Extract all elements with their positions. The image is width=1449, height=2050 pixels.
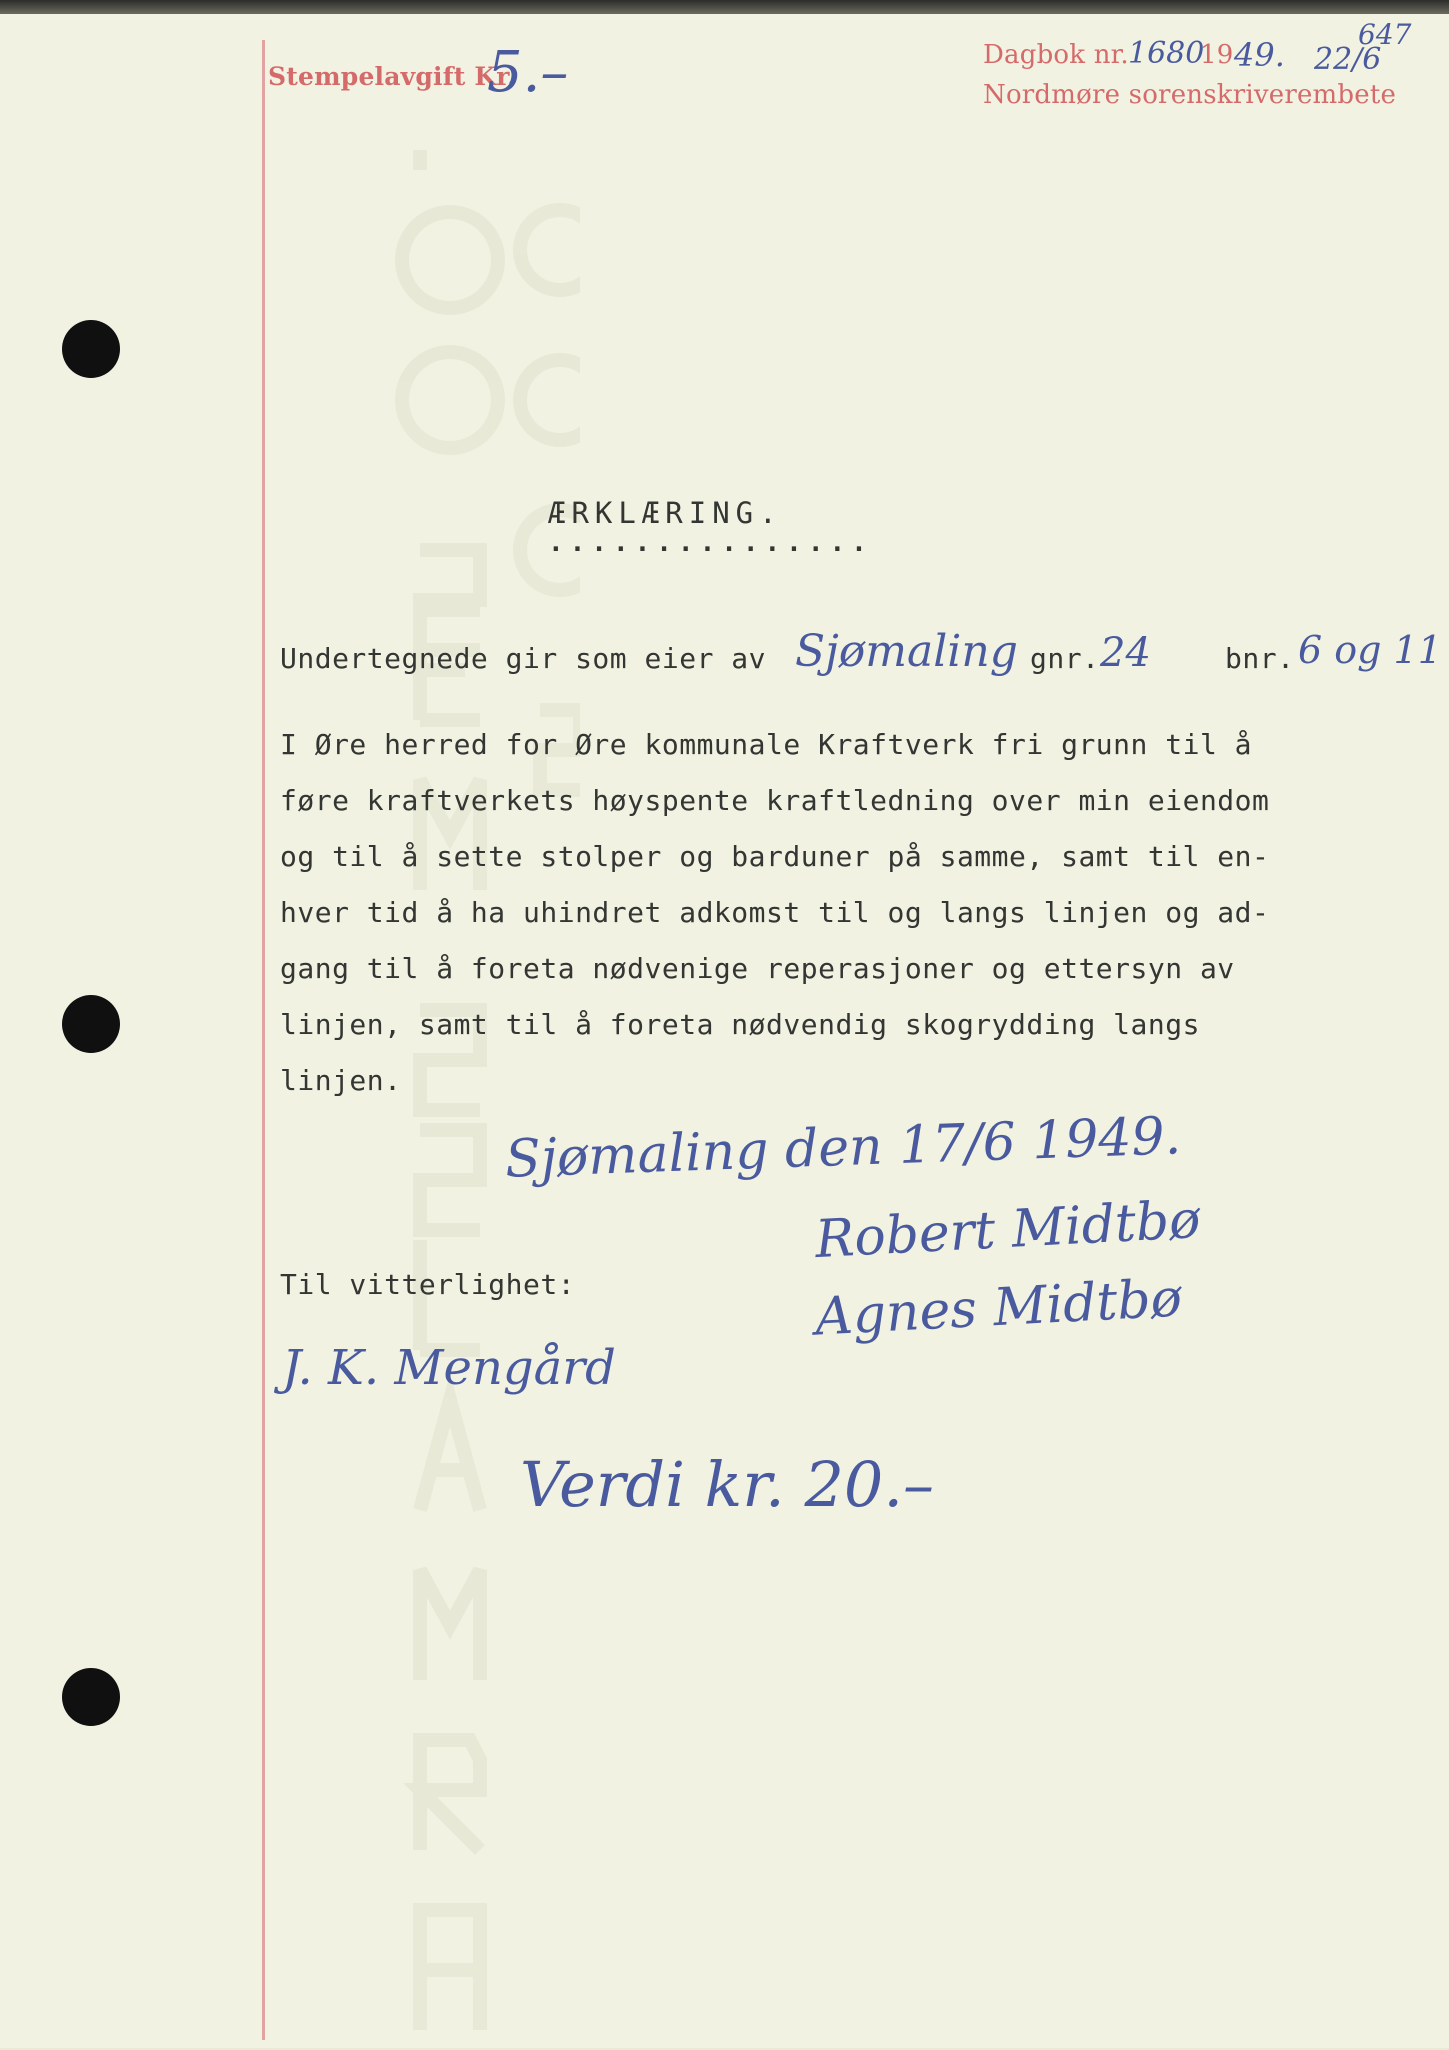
scan-top-edge: [0, 0, 1449, 14]
bnr-value: 6 og 11: [1298, 628, 1442, 672]
dagbok-label: Dagbok nr.: [983, 40, 1129, 70]
body-line: gang til å foreta nødvenige reperasjoner og ettersyn av: [280, 952, 1235, 985]
paper-watermark: [380, 150, 580, 2050]
title-underline: ...............: [548, 528, 873, 558]
signature: Robert Midtbø: [813, 1189, 1202, 1271]
office-stamp: Nordmøre sorenskriverembete: [983, 80, 1397, 110]
dagbok-number: 1680: [1128, 36, 1205, 71]
value-note: Verdi kr. 20.–: [520, 1448, 935, 1521]
margin-rule: [262, 40, 265, 2040]
stamp-fee-value: 5.–: [487, 40, 569, 105]
dagbok-year-prefix: 19: [1200, 40, 1234, 70]
farm-name: Sjømaling: [795, 626, 1018, 677]
stamp-fee-label: Stempelavgift Kr.: [268, 62, 517, 91]
body-line: linjen.: [280, 1064, 402, 1097]
dagbok-year-suffix: 49.: [1234, 36, 1285, 74]
body-line: og til å sette stolper og barduner på samme, samt til en-: [280, 840, 1270, 873]
punch-hole: [62, 320, 120, 378]
gnr-value: 24: [1100, 630, 1151, 676]
dagbok-date: 22/6: [1314, 42, 1382, 77]
body-line: linjen, samt til å foreta nødvendig skogrydding langs: [280, 1008, 1200, 1041]
punch-hole: [62, 995, 120, 1053]
place-date: Sjømaling den 17/6 1949.: [504, 1106, 1183, 1190]
signature: Agnes Midtbø: [813, 1268, 1184, 1348]
body-line: I Øre herred for Øre kommunale Kraftverk fri grunn til å: [280, 728, 1253, 761]
witness-signature: J. K. Mengård: [282, 1340, 616, 1396]
intro-text-3: bnr.: [1225, 642, 1295, 675]
body-line: hver tid å ha uhindret adkomst til og langs linjen og ad-: [280, 896, 1270, 929]
page-number: 647: [1358, 18, 1412, 51]
witness-label: Til vitterlighet:: [280, 1268, 576, 1301]
punch-hole: [62, 1668, 120, 1726]
body-line: føre kraftverkets høyspente kraftledning over min eiendom: [280, 784, 1270, 817]
intro-text-2: gnr.: [1030, 642, 1100, 675]
document-title: ÆRKLÆRING.: [548, 496, 783, 530]
intro-text-1: Undertegnede gir som eier av: [280, 642, 767, 675]
